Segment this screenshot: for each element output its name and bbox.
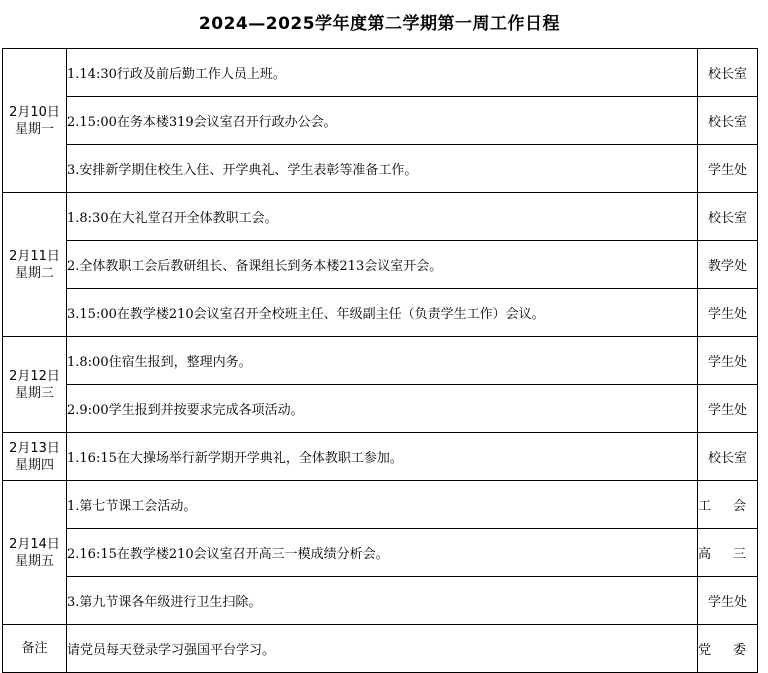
- schedule-item: 3.第九节课各年级进行卫生扫除。: [67, 577, 698, 625]
- schedule-item: 3.安排新学期住校生入住、开学典礼、学生表彰等准备工作。: [67, 145, 698, 193]
- day-date: 2月11日: [9, 248, 60, 264]
- schedule-row: [3, 289, 758, 337]
- page-title: 2024—2025学年度第二学期第一周工作日程: [198, 14, 561, 34]
- schedule-row: [3, 577, 758, 625]
- day-weekday: 星期二: [14, 265, 54, 281]
- responsible-dept: 校长室: [698, 433, 758, 481]
- schedule-row: [3, 97, 758, 145]
- schedule-row: [3, 433, 758, 481]
- schedule-row: [3, 481, 758, 529]
- schedule-item: 2.9:00学生报到并按要求完成各项活动。: [67, 385, 698, 433]
- schedule-item: 1.14:30行政及前后勤工作人员上班。: [67, 49, 698, 97]
- notes-row: [3, 625, 758, 673]
- schedule-row: [3, 145, 758, 193]
- day-date: 2月13日: [9, 440, 60, 456]
- day-cell: [3, 193, 67, 337]
- day-cell: [3, 481, 67, 625]
- day-weekday: 星期三: [14, 385, 54, 401]
- responsible-dept: 学生处: [698, 577, 758, 625]
- schedule-item: 2.16:15在教学楼210会议室召开高三一模成绩分析会。: [67, 529, 698, 577]
- schedule-row: [3, 49, 758, 97]
- responsible-dept: 学生处: [698, 385, 758, 433]
- schedule-row: [3, 241, 758, 289]
- responsible-dept: 学生处: [698, 145, 758, 193]
- day-weekday: 星期五: [14, 553, 54, 569]
- day-weekday: 星期四: [14, 457, 54, 473]
- schedule-item: 3.15:00在教学楼210会议室召开全校班主任、年级副主任（负责学生工作）会议。: [67, 289, 698, 337]
- responsible-dept: 校长室: [698, 193, 758, 241]
- notes-dept: 党委: [698, 625, 758, 673]
- schedule-table: [2, 48, 768, 673]
- day-weekday: 星期一: [14, 121, 54, 137]
- responsible-dept: 校长室: [698, 49, 758, 97]
- schedule-item: 1.8:00住宿生报到，整理内务。: [67, 337, 698, 385]
- schedule-item: 1.16:15在大操场举行新学期开学典礼，全体教职工参加。: [67, 433, 698, 481]
- responsible-dept: 工会: [698, 481, 758, 529]
- responsible-dept: 学生处: [698, 337, 758, 385]
- schedule-row: [3, 193, 758, 241]
- schedule-row: [3, 385, 758, 433]
- responsible-dept: 教学处: [698, 241, 758, 289]
- day-cell: [3, 49, 67, 193]
- schedule-item: 2.15:00在务本楼319会议室召开行政办公会。: [67, 97, 698, 145]
- notes-text: 请党员每天登录学习强国平台学习。: [67, 625, 698, 673]
- day-cell: [3, 433, 67, 481]
- responsible-dept: 学生处: [698, 289, 758, 337]
- day-date: 2月10日: [9, 104, 60, 120]
- responsible-dept: 校长室: [698, 97, 758, 145]
- schedule-row: [3, 337, 758, 385]
- schedule-item: 1.第七节课工会活动。: [67, 481, 698, 529]
- day-date: 2月12日: [9, 368, 60, 384]
- responsible-dept: 高三: [698, 529, 758, 577]
- schedule-row: [3, 529, 758, 577]
- notes-label: 备注: [3, 625, 67, 673]
- day-cell: [3, 337, 67, 433]
- schedule-item: 1.8:30在大礼堂召开全体教职工会。: [67, 193, 698, 241]
- schedule-item: 2.全体教职工会后教研组长、备课组长到务本楼213会议室开会。: [67, 241, 698, 289]
- day-date: 2月14日: [9, 536, 60, 552]
